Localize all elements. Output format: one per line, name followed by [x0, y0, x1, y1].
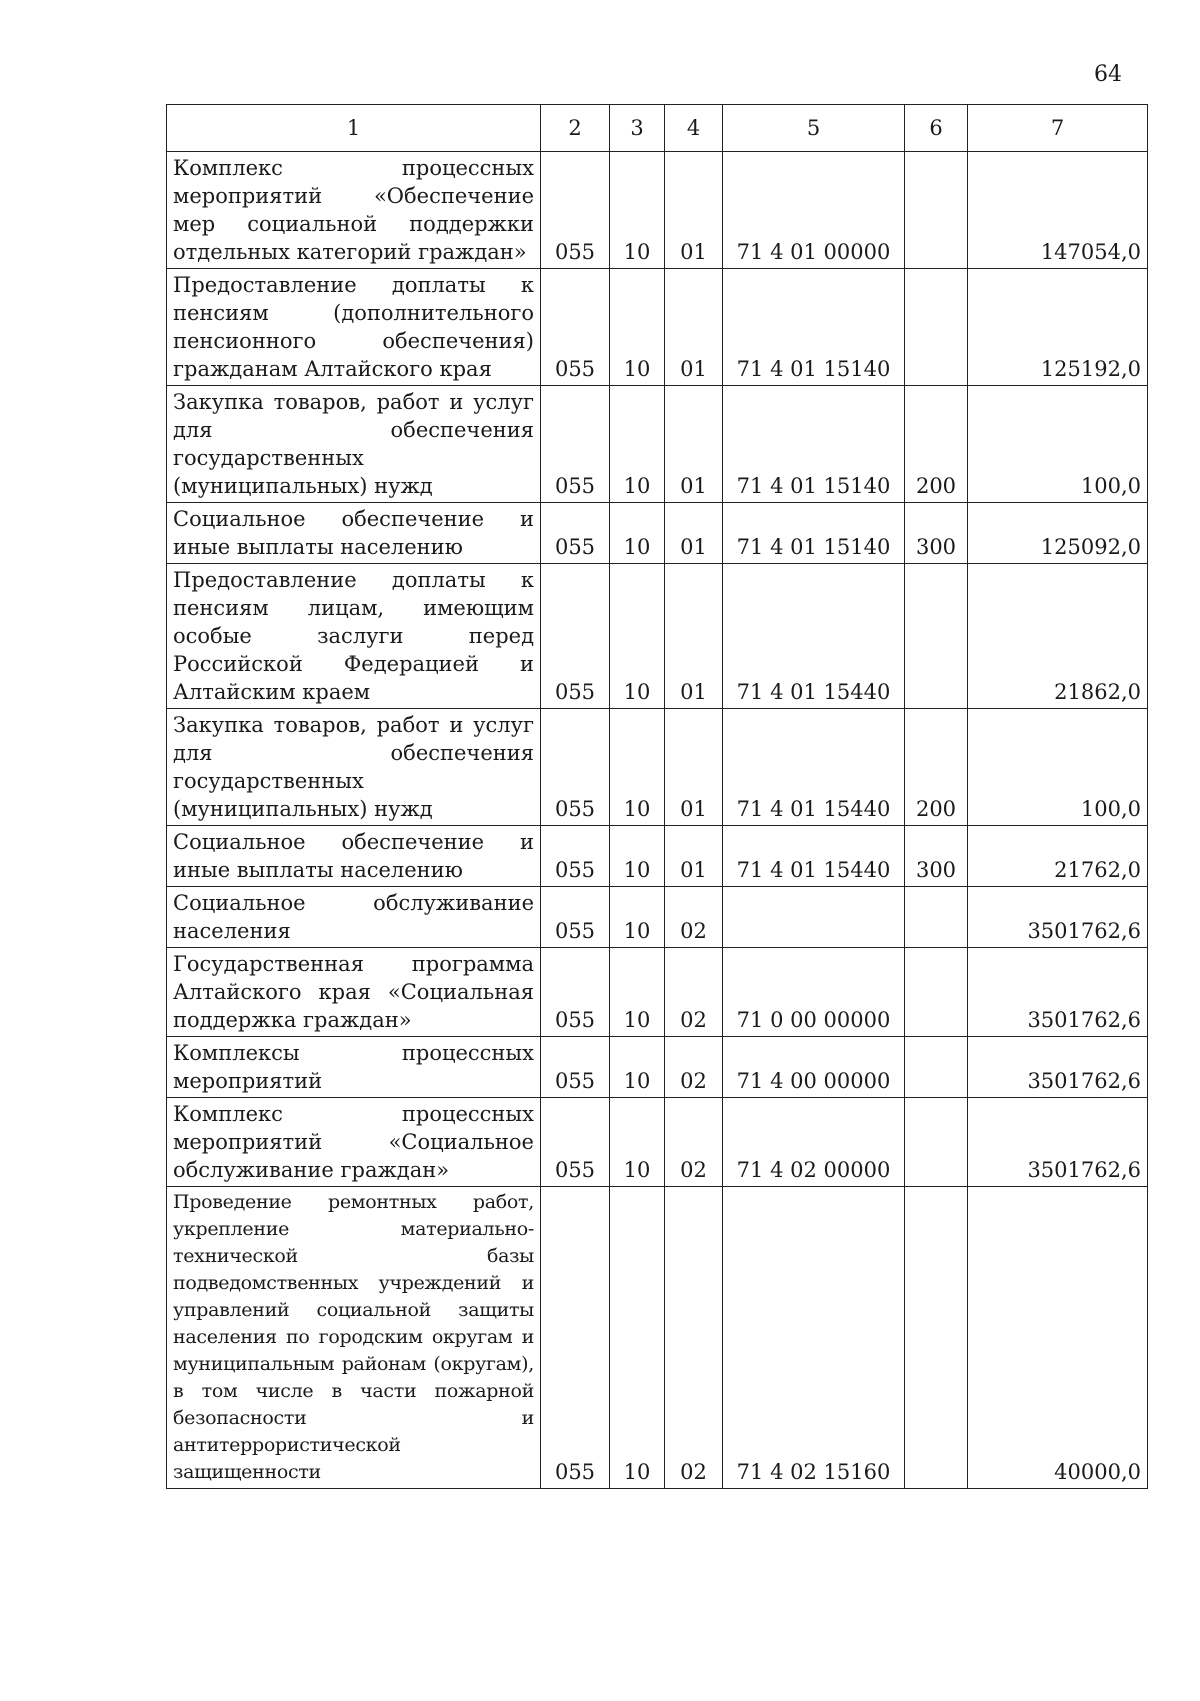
- cell-subsection: 01: [665, 709, 723, 826]
- cell-target-article: 71 4 01 15440: [723, 826, 905, 887]
- cell-ministry: 055: [541, 887, 610, 948]
- cell-target-article: 71 4 01 00000: [723, 152, 905, 269]
- cell-section: 10: [610, 1037, 665, 1098]
- cell-target-article: 71 4 01 15140: [723, 269, 905, 386]
- cell-subsection: 02: [665, 1187, 723, 1489]
- cell-amount: 100,0: [968, 709, 1148, 826]
- cell-amount: 21762,0: [968, 826, 1148, 887]
- cell-target-article: 71 4 00 00000: [723, 1037, 905, 1098]
- row-name: Закупка товаров, работ и услуг для обеспечения государственных (муниципальных) нужд: [167, 709, 541, 826]
- table-row: [167, 1187, 1148, 1489]
- cell-target-article: 71 4 01 15440: [723, 564, 905, 709]
- table-row: [167, 709, 1148, 826]
- cell-ministry: 055: [541, 564, 610, 709]
- cell-ministry: 055: [541, 1187, 610, 1489]
- row-name: Социальное обеспечение и иные выплаты населению: [167, 826, 541, 887]
- column-header: 1: [167, 105, 541, 152]
- table-row: [167, 1098, 1148, 1187]
- table-row: [167, 152, 1148, 269]
- column-header: 2: [541, 105, 610, 152]
- cell-amount: 3501762,6: [968, 948, 1148, 1037]
- cell-expense-type: [905, 1187, 968, 1489]
- cell-target-article: 71 4 01 15140: [723, 386, 905, 503]
- column-header: 3: [610, 105, 665, 152]
- cell-section: 10: [610, 564, 665, 709]
- cell-section: 10: [610, 887, 665, 948]
- cell-amount: 3501762,6: [968, 1037, 1148, 1098]
- cell-target-article: 71 4 01 15140: [723, 503, 905, 564]
- cell-expense-type: 200: [905, 709, 968, 826]
- table-row: [167, 269, 1148, 386]
- cell-ministry: 055: [541, 826, 610, 887]
- cell-expense-type: 200: [905, 386, 968, 503]
- cell-subsection: 01: [665, 503, 723, 564]
- row-name: Проведение ремонтных работ, укрепление материально-технической базы подведомственных учреждений и управлений социальной защиты населения по городским округам и муниципальным районам (округам), в том числе в части пожарной безопасности и антитеррористической защищенности: [167, 1187, 541, 1489]
- table-row: [167, 564, 1148, 709]
- cell-section: 10: [610, 386, 665, 503]
- cell-target-article: 71 4 02 00000: [723, 1098, 905, 1187]
- table-row: [167, 826, 1148, 887]
- cell-subsection: 01: [665, 564, 723, 709]
- row-name: Предоставление доплаты к пенсиям лицам, имеющим особые заслуги перед Российской Федерацией и Алтайским краем: [167, 564, 541, 709]
- cell-section: 10: [610, 503, 665, 564]
- cell-section: 10: [610, 1187, 665, 1489]
- cell-section: 10: [610, 269, 665, 386]
- cell-subsection: 02: [665, 948, 723, 1037]
- cell-amount: 21862,0: [968, 564, 1148, 709]
- cell-section: 10: [610, 826, 665, 887]
- table-row: [167, 948, 1148, 1037]
- cell-subsection: 01: [665, 152, 723, 269]
- table-row: [167, 1037, 1148, 1098]
- cell-amount: 3501762,6: [968, 887, 1148, 948]
- cell-subsection: 02: [665, 1098, 723, 1187]
- cell-amount: 125092,0: [968, 503, 1148, 564]
- cell-amount: 40000,0: [968, 1187, 1148, 1489]
- cell-expense-type: [905, 152, 968, 269]
- column-header: 4: [665, 105, 723, 152]
- cell-ministry: 055: [541, 503, 610, 564]
- column-header: 6: [905, 105, 968, 152]
- cell-expense-type: [905, 948, 968, 1037]
- row-name: Закупка товаров, работ и услуг для обеспечения государственных (муниципальных) нужд: [167, 386, 541, 503]
- row-name: Государственная программа Алтайского края «Социальная поддержка граждан»: [167, 948, 541, 1037]
- cell-expense-type: [905, 887, 968, 948]
- cell-ministry: 055: [541, 1037, 610, 1098]
- column-header: 5: [723, 105, 905, 152]
- cell-subsection: 02: [665, 887, 723, 948]
- cell-ministry: 055: [541, 386, 610, 503]
- table-row: [167, 386, 1148, 503]
- cell-subsection: 01: [665, 386, 723, 503]
- table-row: [167, 503, 1148, 564]
- cell-target-article: [723, 887, 905, 948]
- row-name: Социальное обслуживание населения: [167, 887, 541, 948]
- cell-target-article: 71 4 01 15440: [723, 709, 905, 826]
- cell-amount: 100,0: [968, 386, 1148, 503]
- cell-ministry: 055: [541, 709, 610, 826]
- cell-expense-type: 300: [905, 826, 968, 887]
- table-header-row: [167, 105, 1148, 152]
- cell-expense-type: [905, 1037, 968, 1098]
- row-name: Социальное обеспечение и иные выплаты населению: [167, 503, 541, 564]
- budget-table: [166, 104, 1148, 1489]
- cell-amount: 3501762,6: [968, 1098, 1148, 1187]
- cell-subsection: 01: [665, 826, 723, 887]
- cell-section: 10: [610, 152, 665, 269]
- row-name: Комплекс процессных мероприятий «Обеспечение мер социальной поддержки отдельных категорий граждан»: [167, 152, 541, 269]
- cell-expense-type: [905, 1098, 968, 1187]
- row-name: Предоставление доплаты к пенсиям (дополнительного пенсионного обеспечения) гражданам Алтайского края: [167, 269, 541, 386]
- page-number: 64: [1094, 62, 1122, 87]
- cell-target-article: 71 0 00 00000: [723, 948, 905, 1037]
- cell-section: 10: [610, 948, 665, 1037]
- cell-section: 10: [610, 709, 665, 826]
- cell-amount: 125192,0: [968, 269, 1148, 386]
- column-header: 7: [968, 105, 1148, 152]
- cell-ministry: 055: [541, 948, 610, 1037]
- cell-target-article: 71 4 02 15160: [723, 1187, 905, 1489]
- cell-ministry: 055: [541, 152, 610, 269]
- cell-ministry: 055: [541, 1098, 610, 1187]
- cell-ministry: 055: [541, 269, 610, 386]
- row-name: Комплекс процессных мероприятий «Социальное обслуживание граждан»: [167, 1098, 541, 1187]
- cell-subsection: 01: [665, 269, 723, 386]
- cell-subsection: 02: [665, 1037, 723, 1098]
- row-name: Комплексы процессных мероприятий: [167, 1037, 541, 1098]
- cell-expense-type: [905, 564, 968, 709]
- cell-amount: 147054,0: [968, 152, 1148, 269]
- cell-section: 10: [610, 1098, 665, 1187]
- cell-expense-type: [905, 269, 968, 386]
- cell-expense-type: 300: [905, 503, 968, 564]
- table-row: [167, 887, 1148, 948]
